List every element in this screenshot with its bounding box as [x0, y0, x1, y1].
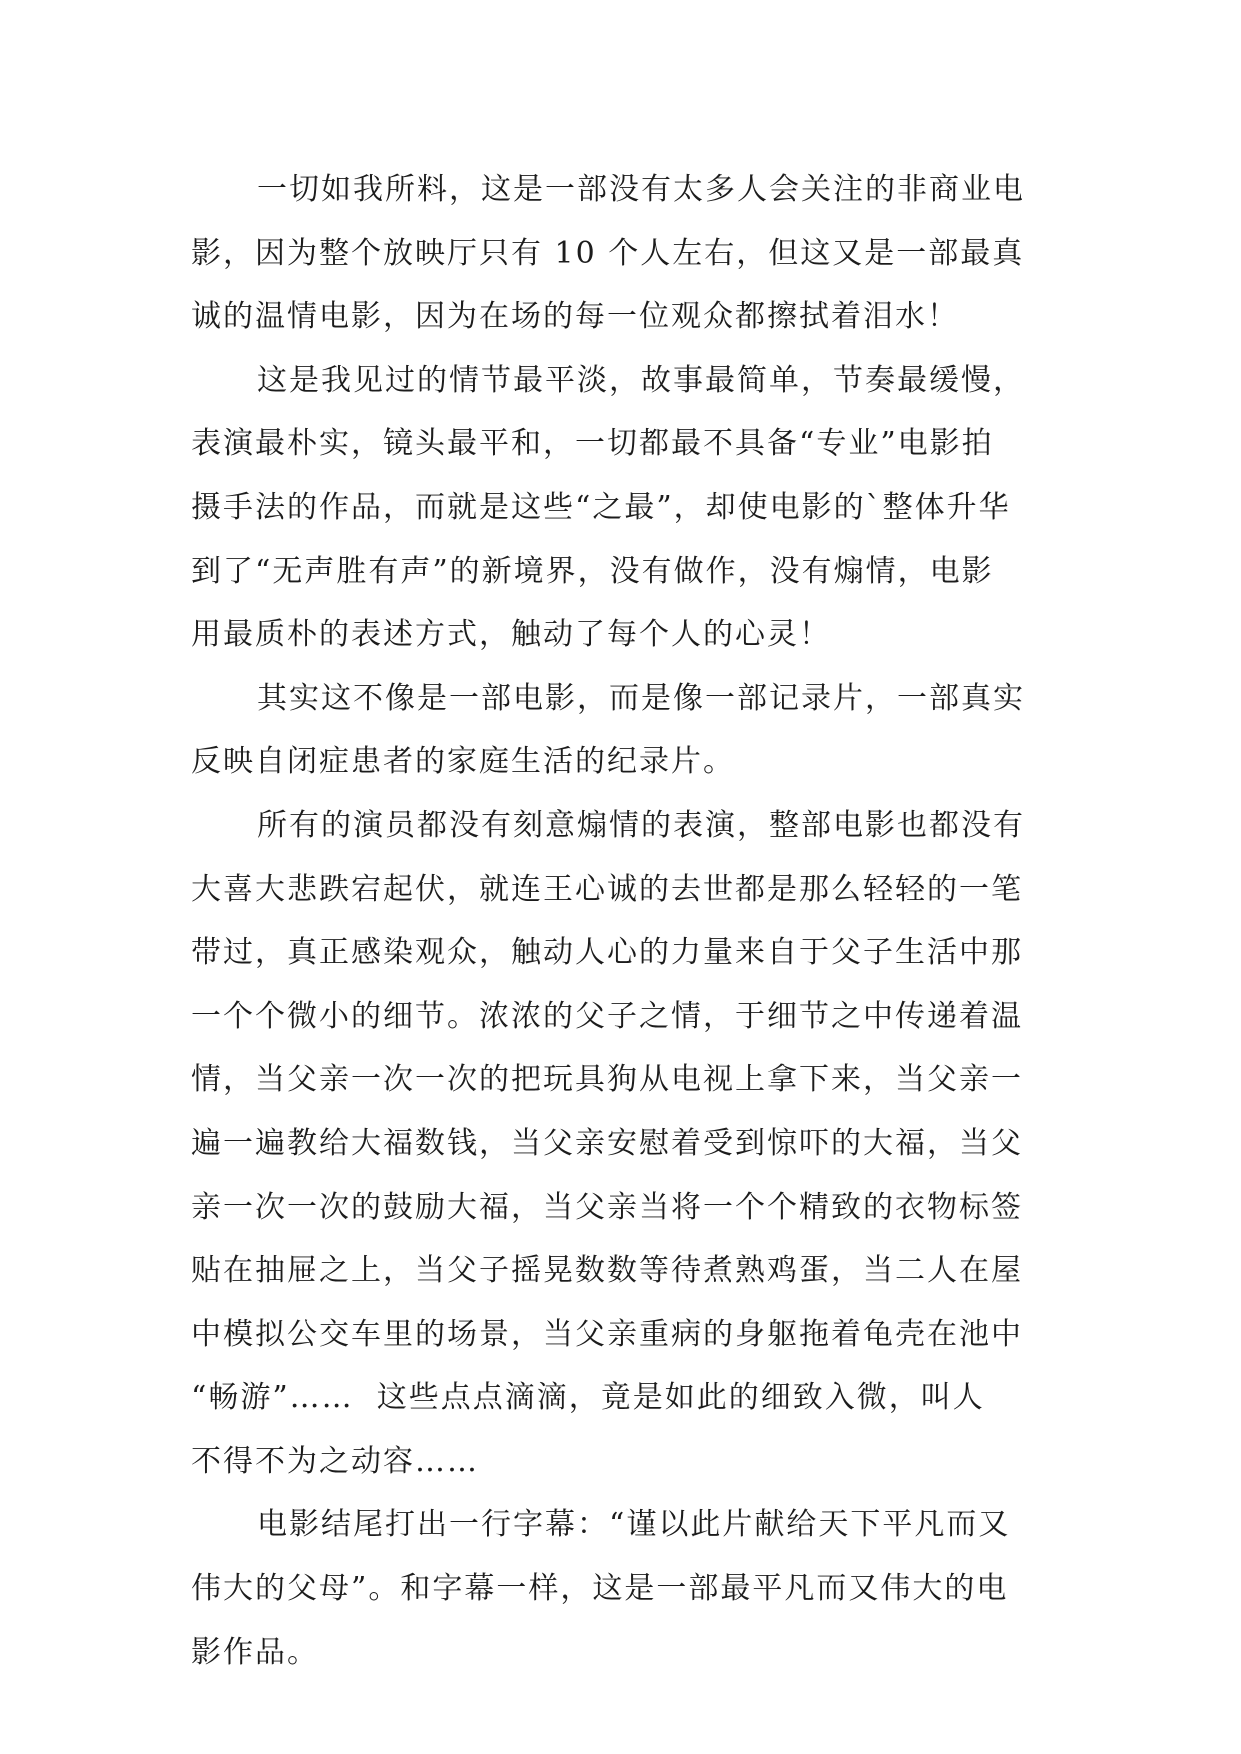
text-line: 贴在抽屉之上，当父子摇晃数数等待煮熟鸡蛋，当二人在屋: [191, 1253, 1023, 1289]
text-line: 大喜大悲跌宕起伏，就连王心诚的去世都是那么轻轻的一笔: [191, 871, 1023, 907]
text-line: 电影结尾打出一行字幕：“谨以此片献给天下平凡而又: [257, 1507, 1011, 1543]
text-line: 伟大的父母”。和字幕一样，这是一部最平凡而又伟大的电: [191, 1571, 1009, 1607]
text-line: 诚的温情电影，因为在场的每一位观众都擦拭着泪水！: [191, 299, 959, 335]
text-line: 一个个微小的细节。浓浓的父子之情，于细节之中传递着温: [191, 998, 1023, 1034]
paragraph: [191, 667, 1071, 794]
paragraph: [191, 349, 1071, 667]
text-line: 中模拟公交车里的场景，当父亲重病的身躯拖着龟壳在池中: [191, 1316, 1023, 1352]
paragraph: [191, 158, 1071, 349]
body-text: [191, 158, 1071, 1684]
text-line: 一切如我所料，这是一部没有太多人会关注的非商业电: [257, 172, 1025, 207]
text-line: 用最质朴的表述方式，触动了每个人的心灵！: [191, 617, 831, 653]
text-line: 影作品。: [191, 1634, 319, 1670]
text-line: 反映自闭症患者的家庭生活的纪录片。: [191, 744, 735, 780]
text-line: 其实这不像是一部电影，而是像一部记录片，一部真实: [257, 680, 1025, 716]
paragraph: [191, 1493, 1071, 1684]
text-line: 影，因为整个放映厅只有 10 个人左右，但这又是一部最真: [191, 235, 1025, 271]
text-line: 摄手法的作品，而就是这些“之最”，却使电影的`整体升华: [191, 489, 1011, 525]
text-line: 所有的演员都没有刻意煽情的表演，整部电影也都没有: [257, 807, 1025, 843]
text-line: 这是我见过的情节最平淡，故事最简单，节奏最缓慢，: [257, 362, 1025, 398]
text-line: 遍一遍教给大福数钱，当父亲安慰着受到惊吓的大福，当父: [191, 1125, 1023, 1161]
text-line: 带过，真正感染观众，触动人心的力量来自于父子生活中那: [191, 935, 1023, 971]
text-line: “畅游”…… 这些点点滴滴，竟是如此的细致入微，叫人: [191, 1380, 985, 1416]
text-line: 亲一次一次的鼓励大福，当父亲当将一个个精致的衣物标签: [191, 1189, 1023, 1225]
text-line: 到了“无声胜有声”的新境界，没有做作，没有煽情，电影: [191, 553, 994, 589]
text-line: 情，当父亲一次一次的把玩具狗从电视上拿下来，当父亲一: [191, 1062, 1023, 1098]
paragraph: [191, 794, 1071, 1494]
text-line: 不得不为之动容……: [191, 1443, 479, 1479]
text-line: 表演最朴实，镜头最平和，一切都最不具备“专业”电影拍: [191, 426, 994, 462]
